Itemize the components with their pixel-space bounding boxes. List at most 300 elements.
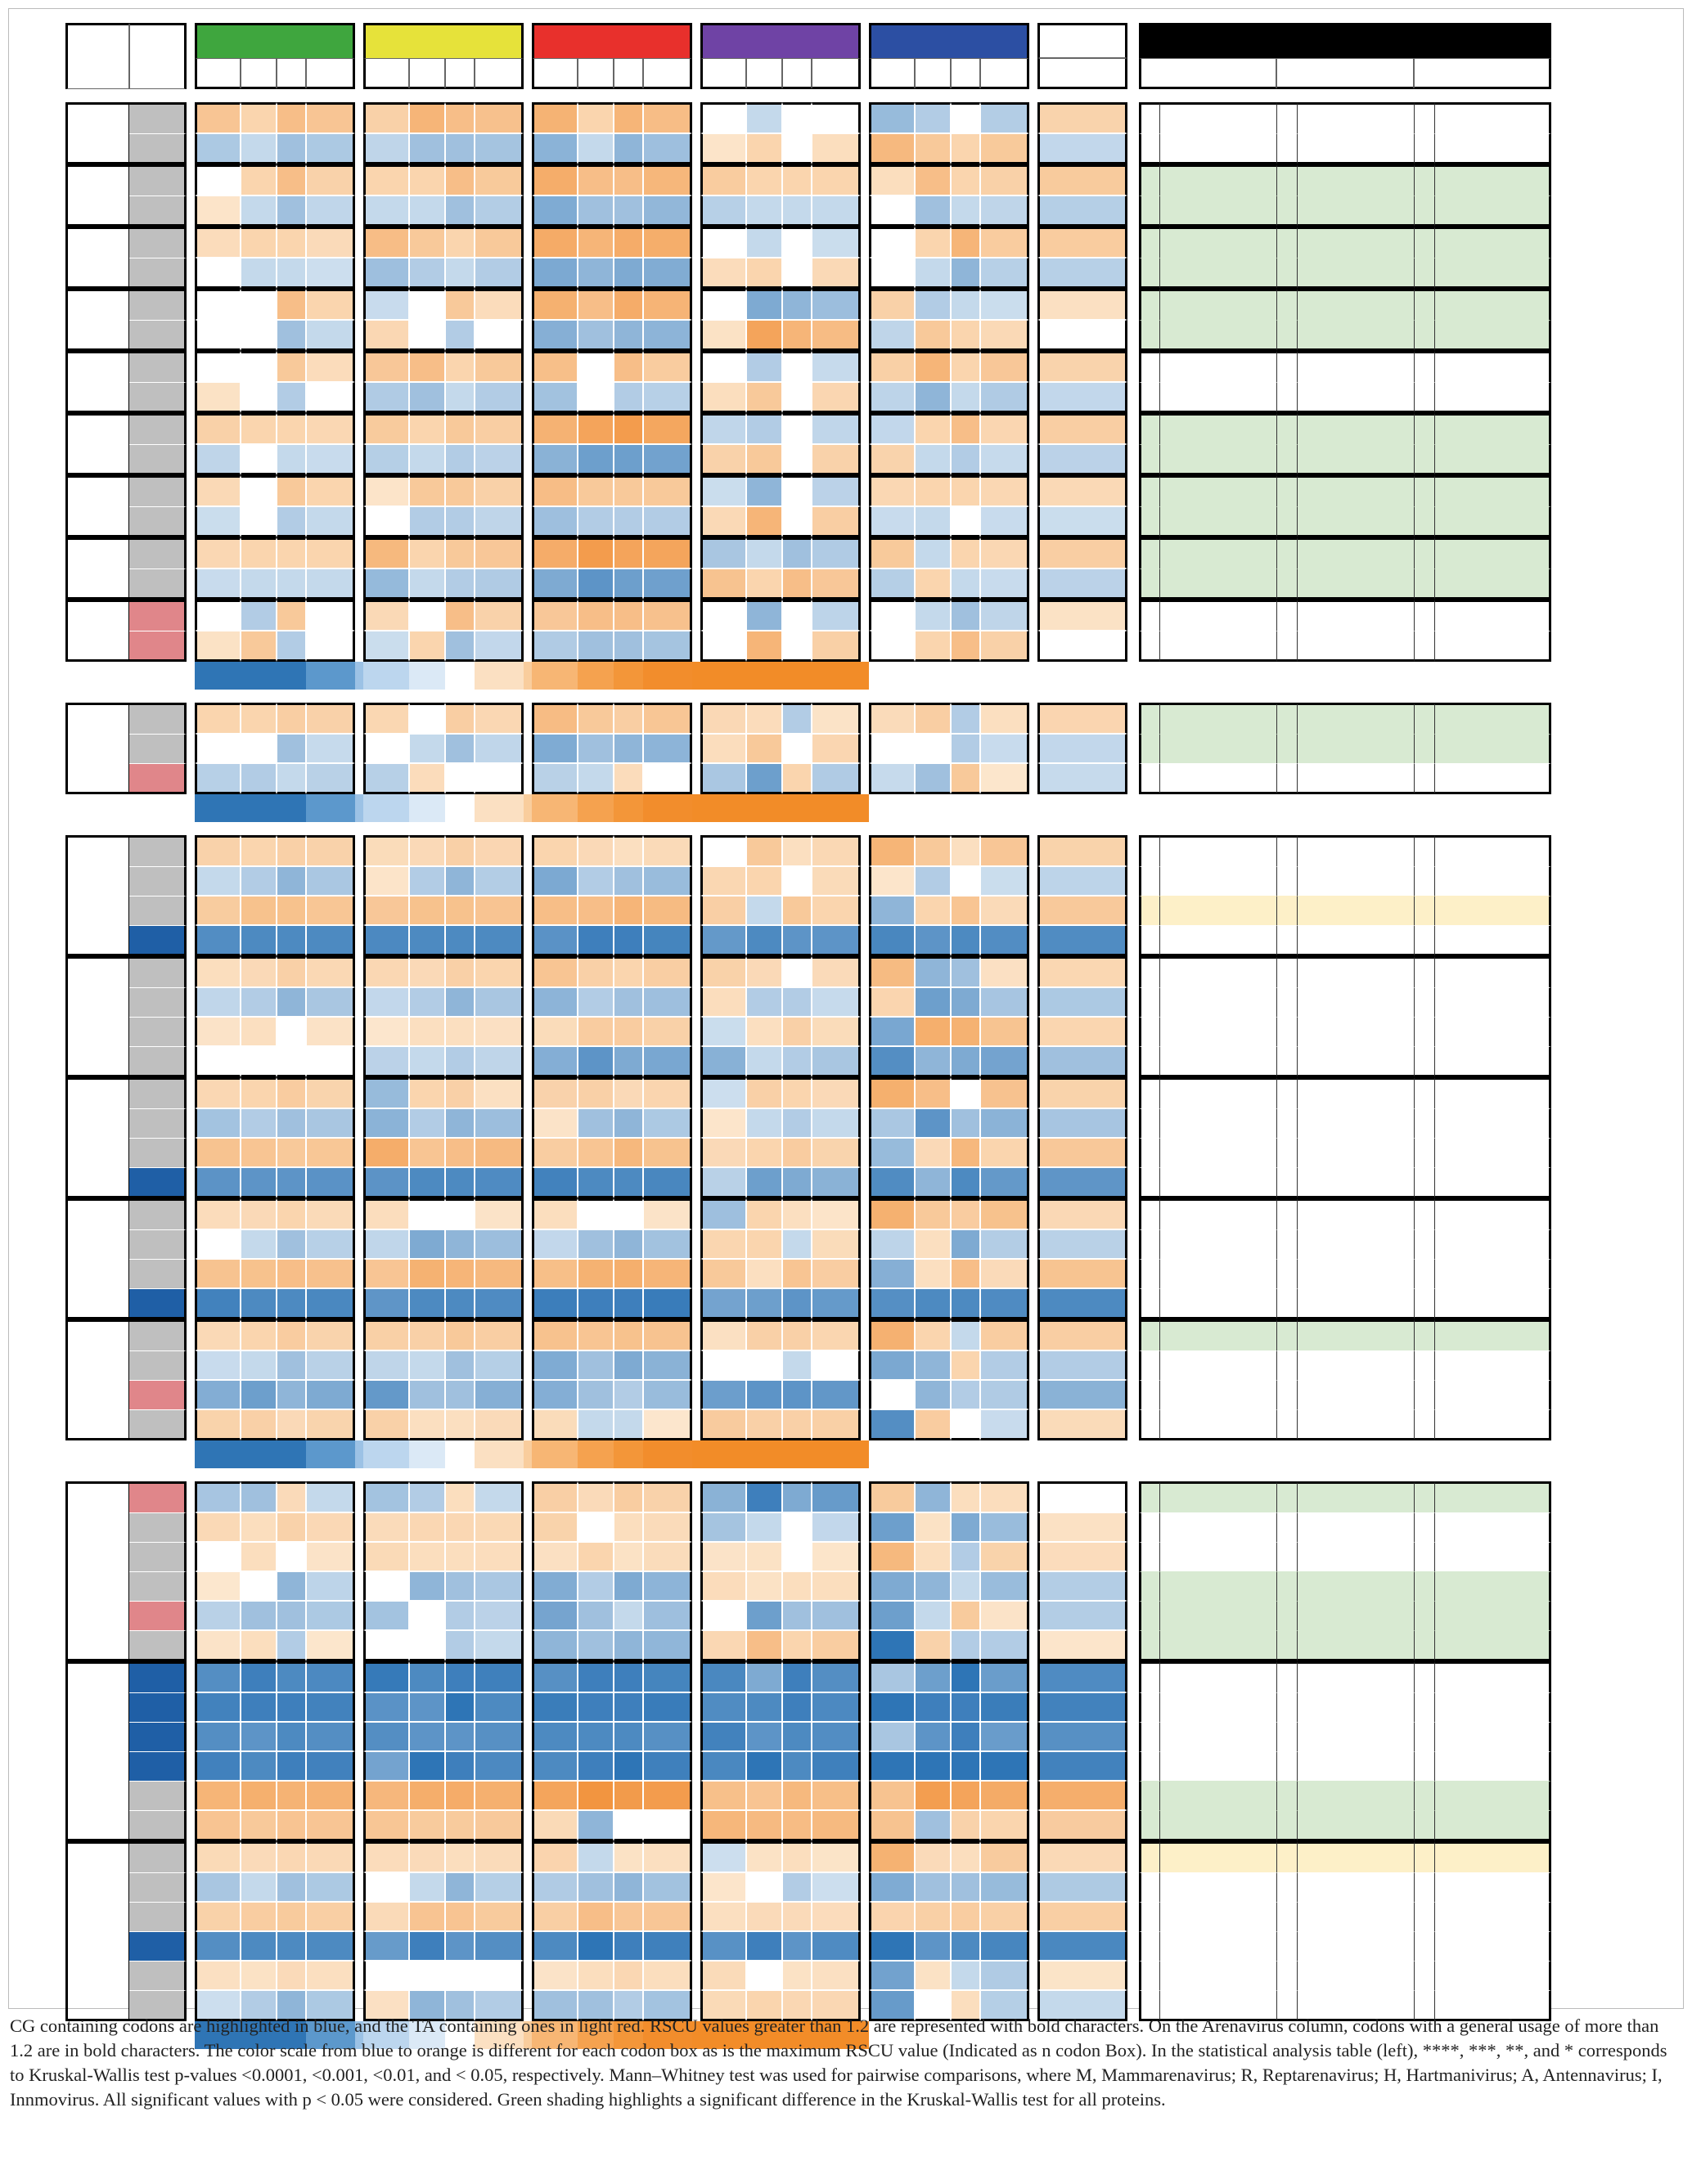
rscu-value (746, 866, 782, 896)
codon-row (65, 925, 1551, 956)
rscu-value (578, 631, 614, 662)
arenavirus-average (1037, 1017, 1127, 1046)
gap-cell (692, 568, 700, 600)
rscu-value (614, 1722, 643, 1751)
rscu-value (241, 568, 277, 600)
rscu-value (578, 475, 614, 506)
rscu-value (980, 866, 1029, 896)
rscu-value (700, 1931, 746, 1961)
gap-cell (1127, 1601, 1139, 1630)
rscu-value (812, 956, 861, 987)
gap-cell (355, 506, 363, 537)
rscu-value (306, 1350, 355, 1380)
rscu-value (869, 413, 915, 444)
rscu-value (614, 1902, 643, 1931)
rscu-value (241, 1017, 277, 1046)
arenavirus-average (1037, 195, 1127, 227)
rscu-value (306, 1810, 355, 1841)
codon-row (65, 835, 1551, 866)
scale-tick (409, 794, 445, 822)
mann-whitney-pairs (1298, 600, 1414, 631)
rscu-value (746, 1512, 782, 1542)
mann-whitney-pairs (1160, 1350, 1276, 1380)
codon-label (129, 475, 187, 506)
scale-tick (700, 794, 746, 822)
kruskal-wallis-mark (1414, 1167, 1435, 1198)
rscu-value (445, 568, 475, 600)
rscu-value (277, 1781, 306, 1810)
rscu-value (869, 164, 915, 195)
rscu-value (277, 1902, 306, 1931)
rscu-value (195, 195, 241, 227)
rscu-value (614, 320, 643, 351)
rscu-value (306, 227, 355, 258)
kruskal-wallis-mark (1139, 133, 1160, 164)
rscu-value (782, 1841, 812, 1872)
gap-cell (692, 1692, 700, 1722)
rscu-value (951, 1259, 980, 1288)
amino-acid-label (65, 835, 129, 956)
rscu-value (277, 1722, 306, 1751)
rscu-value (643, 1931, 692, 1961)
rscu-value (700, 1198, 746, 1229)
mann-whitney-pairs (1298, 703, 1414, 734)
kruskal-wallis-mark (1414, 1722, 1435, 1751)
rscu-value (241, 1380, 277, 1409)
mann-whitney-pairs (1435, 102, 1551, 133)
rscu-value (746, 227, 782, 258)
rscu-value (915, 133, 951, 164)
gap-cell (861, 568, 869, 600)
rscu-value (409, 1961, 445, 1990)
rscu-value (614, 1571, 643, 1601)
rscu-value (578, 1961, 614, 1990)
amino-acid-header (65, 23, 129, 89)
rscu-value (532, 1481, 578, 1512)
gap-cell (187, 1288, 195, 1319)
rscu-value (241, 763, 277, 794)
rscu-value (241, 866, 277, 896)
gap-cell (1127, 600, 1139, 631)
rscu-value (306, 133, 355, 164)
rscu-value (277, 444, 306, 475)
rscu-value (475, 1229, 524, 1259)
arenavirus-average (1037, 956, 1127, 987)
kruskal-wallis-mark (1276, 1380, 1298, 1409)
rscu-value (306, 506, 355, 537)
rscu-value (746, 1542, 782, 1571)
rscu-value (915, 1229, 951, 1259)
mann-whitney-pairs (1435, 195, 1551, 227)
codon-label (129, 1380, 187, 1409)
gap-cell (187, 1077, 195, 1108)
rscu-value (532, 1380, 578, 1409)
rscu-value (812, 506, 861, 537)
mann-whitney-pairs (1435, 1692, 1551, 1722)
codon-row (65, 568, 1551, 600)
rscu-value (700, 703, 746, 734)
rscu-value (475, 600, 524, 631)
rscu-value (195, 475, 241, 506)
rscu-value (746, 444, 782, 475)
kruskal-wallis-mark (1276, 1810, 1298, 1841)
subheader-np (241, 58, 277, 89)
mann-whitney-pairs (1298, 1601, 1414, 1630)
gap-cell (1029, 1138, 1037, 1167)
mann-whitney-pairs (1160, 1138, 1276, 1167)
mann-whitney-pairs (1298, 1198, 1414, 1229)
gap-cell (187, 382, 195, 413)
codon-row (65, 1046, 1551, 1077)
rscu-value (277, 1167, 306, 1198)
rscu-value (746, 1781, 782, 1810)
rscu-value (306, 1259, 355, 1288)
rscu-value (195, 1751, 241, 1781)
gap-cell (1127, 896, 1139, 925)
rscu-value (614, 133, 643, 164)
rscu-value (475, 506, 524, 537)
gap-cell (692, 537, 700, 568)
codon-row (65, 1692, 1551, 1722)
rscu-value (782, 444, 812, 475)
kruskal-wallis-mark (1276, 1902, 1298, 1931)
rscu-value (643, 1571, 692, 1601)
rscu-value (643, 444, 692, 475)
amino-acid-label (65, 1661, 129, 1841)
rscu-value (578, 164, 614, 195)
kruskal-wallis-mark (1414, 1810, 1435, 1841)
rscu-value (475, 1961, 524, 1990)
rscu-value (409, 1259, 445, 1288)
rscu-value (700, 631, 746, 662)
rscu-value (277, 1319, 306, 1350)
gap-cell (692, 1167, 700, 1198)
gap-cell (692, 1630, 700, 1661)
kruskal-wallis-mark (1276, 734, 1298, 763)
rscu-value (578, 734, 614, 763)
gap-cell (861, 320, 869, 351)
kruskal-wallis-mark (1139, 382, 1160, 413)
codon-row (65, 1198, 1551, 1229)
rscu-value (475, 1751, 524, 1781)
rscu-value (782, 195, 812, 227)
rscu-value (700, 600, 746, 631)
rscu-value (869, 1571, 915, 1601)
rscu-value (951, 1661, 980, 1692)
rscu-value (951, 568, 980, 600)
rscu-value (643, 631, 692, 662)
codon-row (65, 289, 1551, 320)
mann-whitney-pairs (1160, 1542, 1276, 1571)
gap-cell (1029, 164, 1037, 195)
rscu-value (700, 506, 746, 537)
rscu-value (951, 763, 980, 794)
rscu-value (951, 1077, 980, 1108)
mann-whitney-pairs (1435, 1017, 1551, 1046)
rscu-value (700, 1138, 746, 1167)
mann-whitney-pairs (1160, 956, 1276, 987)
rscu-value (746, 1810, 782, 1841)
rscu-value (532, 925, 578, 956)
kruskal-wallis-mark (1276, 289, 1298, 320)
gap-cell (187, 133, 195, 164)
rscu-value (475, 102, 524, 133)
rscu-value (475, 289, 524, 320)
rscu-value (241, 925, 277, 956)
rscu-value (980, 1350, 1029, 1380)
rscu-value (475, 1380, 524, 1409)
rscu-value (782, 475, 812, 506)
rscu-value (812, 1722, 861, 1751)
not-used-label (195, 662, 277, 690)
mann-whitney-pairs (1298, 227, 1414, 258)
rscu-value (445, 703, 475, 734)
rscu-value (578, 987, 614, 1017)
rscu-value (980, 537, 1029, 568)
arenavirus-average (1037, 1409, 1127, 1440)
arenavirus-average (1037, 631, 1127, 662)
mann-whitney-pairs (1435, 444, 1551, 475)
codon-label (129, 1138, 187, 1167)
rscu-value (980, 1319, 1029, 1350)
rscu-value (915, 289, 951, 320)
rscu-value (409, 1931, 445, 1961)
arenavirus-average (1037, 1722, 1127, 1751)
kruskal-wallis-mark (1276, 1017, 1298, 1046)
codon-label (129, 1077, 187, 1108)
rscu-value (409, 1229, 445, 1259)
gap-cell (187, 444, 195, 475)
gap-cell (692, 835, 700, 866)
rscu-value (812, 475, 861, 506)
rscu-value (915, 734, 951, 763)
gap-cell (524, 987, 532, 1017)
gap-cell (861, 1319, 869, 1350)
rscu-value (614, 1108, 643, 1138)
gap-cell (1127, 195, 1139, 227)
rscu-value (445, 835, 475, 866)
kruskal-wallis-mark (1276, 102, 1298, 133)
rscu-value (614, 1692, 643, 1722)
arenavirus-average (1037, 1542, 1127, 1571)
rscu-value (409, 351, 445, 382)
kruskal-wallis-mark (1276, 1692, 1298, 1722)
rscu-value (578, 1409, 614, 1440)
kruskal-wallis-mark (1139, 537, 1160, 568)
gap-cell (692, 1077, 700, 1108)
rscu-value (277, 896, 306, 925)
rscu-value (614, 866, 643, 896)
rscu-value (812, 1841, 861, 1872)
rscu-value (409, 195, 445, 227)
kruskal-wallis-mark (1276, 896, 1298, 925)
subheader-avg (980, 58, 1029, 89)
rscu-value (306, 1692, 355, 1722)
mann-whitney-pairs (1435, 1138, 1551, 1167)
rscu-value (578, 444, 614, 475)
gap-cell (692, 1872, 700, 1902)
mann-whitney-pairs (1298, 1931, 1414, 1961)
rscu-value (643, 351, 692, 382)
codon-row (65, 631, 1551, 662)
rscu-value (241, 1751, 277, 1781)
rscu-value (475, 1781, 524, 1810)
rscu-value (812, 102, 861, 133)
rscu-value (195, 1229, 241, 1259)
rscu-value (277, 506, 306, 537)
subheader-avg (475, 58, 524, 89)
rscu-value (869, 1259, 915, 1288)
mann-whitney-pairs (1435, 258, 1551, 289)
mann-whitney-pairs (1160, 1692, 1276, 1722)
codon-label (129, 351, 187, 382)
gap-cell (355, 1542, 363, 1571)
rscu-value (409, 896, 445, 925)
rscu-value (915, 1722, 951, 1751)
scale-tick (532, 1440, 578, 1468)
rscu-value (363, 258, 409, 289)
kruskal-wallis-mark (1139, 631, 1160, 662)
mann-whitney-pairs (1160, 164, 1276, 195)
rscu-value (700, 835, 746, 866)
mann-whitney-pairs (1435, 1751, 1551, 1781)
rscu-value (195, 537, 241, 568)
rscu-value (241, 1722, 277, 1751)
rscu-value (869, 1902, 915, 1931)
rscu-value (306, 1198, 355, 1229)
rscu-value (277, 164, 306, 195)
gap-cell (355, 734, 363, 763)
rscu-value (746, 1046, 782, 1077)
gap-cell (1127, 413, 1139, 444)
rscu-value (980, 956, 1029, 987)
rscu-value (445, 1138, 475, 1167)
subheader-avg (812, 58, 861, 89)
rscu-value (980, 1692, 1029, 1722)
rscu-value (409, 1138, 445, 1167)
rscu-value (445, 1319, 475, 1350)
scale-tick (532, 662, 578, 690)
codon-label (129, 1961, 187, 1990)
rscu-value (409, 382, 445, 413)
rscu-value (614, 956, 643, 987)
mann-whitney-pairs (1298, 382, 1414, 413)
rscu-value (869, 703, 915, 734)
kruskal-wallis-mark (1139, 1350, 1160, 1380)
rscu-value (532, 506, 578, 537)
rscu-value (812, 1409, 861, 1440)
kruskal-wallis-mark (1414, 1138, 1435, 1167)
rscu-value (915, 195, 951, 227)
gap-cell (524, 227, 532, 258)
kruskal-wallis-mark (1139, 1781, 1160, 1810)
mann-whitney-pairs (1435, 734, 1551, 763)
rscu-value (614, 102, 643, 133)
gap-cell (524, 1961, 532, 1990)
rscu-value (445, 1810, 475, 1841)
kruskal-wallis-mark (1414, 1512, 1435, 1542)
gap-cell (1127, 734, 1139, 763)
rscu-value (532, 475, 578, 506)
kruskal-wallis-mark (1139, 444, 1160, 475)
rscu-value (812, 763, 861, 794)
rscu-value (746, 1751, 782, 1781)
rscu-value (277, 1409, 306, 1440)
mann-whitney-pairs (1298, 1902, 1414, 1931)
kruskal-wallis-mark (1139, 102, 1160, 133)
scale-tick (306, 662, 355, 690)
codon-label (129, 1841, 187, 1872)
gap-cell (692, 896, 700, 925)
rscu-value (700, 1167, 746, 1198)
mann-whitney-pairs (1298, 195, 1414, 227)
rscu-value (409, 987, 445, 1017)
kruskal-wallis-mark (1414, 1931, 1435, 1961)
rscu-value (277, 195, 306, 227)
rscu-value (782, 1259, 812, 1288)
rscu-value (643, 1319, 692, 1350)
rscu-value (445, 351, 475, 382)
codon-row (65, 258, 1551, 289)
rscu-value (578, 866, 614, 896)
kruskal-wallis-mark (1414, 102, 1435, 133)
rscu-value (700, 258, 746, 289)
rscu-value (980, 1409, 1029, 1440)
rscu-value (951, 195, 980, 227)
rscu-value (195, 925, 241, 956)
mann-whitney-pairs (1298, 164, 1414, 195)
mann-whitney-pairs (1298, 763, 1414, 794)
gap-cell (355, 413, 363, 444)
kruskal-wallis-mark (1276, 1781, 1298, 1810)
rscu-value (277, 1108, 306, 1138)
codon-label (129, 1229, 187, 1259)
rscu-value (614, 835, 643, 866)
rscu-value (951, 1931, 980, 1961)
codon-label (129, 1902, 187, 1931)
rscu-value (445, 631, 475, 662)
rscu-value (578, 1108, 614, 1138)
subheader-gpc (700, 58, 746, 89)
gap-cell (524, 1108, 532, 1138)
arenavirus-average (1037, 1198, 1127, 1229)
rscu-value (475, 1077, 524, 1108)
mann-whitney-pairs (1435, 763, 1551, 794)
rscu-value (578, 1661, 614, 1692)
rscu-value (195, 1571, 241, 1601)
mann-whitney-pairs (1298, 1722, 1414, 1751)
gap-cell (187, 23, 195, 58)
mann-whitney-pairs (1435, 1167, 1551, 1198)
rscu-value (980, 506, 1029, 537)
mann-whitney-pairs (1298, 896, 1414, 925)
rscu-value (277, 734, 306, 763)
mann-whitney-pairs (1160, 896, 1276, 925)
genus-header-mammarenavirus (195, 23, 355, 58)
rscu-value (700, 866, 746, 896)
rscu-value (812, 1751, 861, 1781)
rscu-value (445, 102, 475, 133)
rscu-value (746, 1961, 782, 1990)
kruskal-wallis-mark (1276, 1872, 1298, 1902)
rscu-value (643, 227, 692, 258)
rscu-value (306, 195, 355, 227)
rscu-value (746, 1380, 782, 1409)
rscu-value (409, 1512, 445, 1542)
rscu-value (277, 866, 306, 896)
kruskal-wallis-mark (1414, 475, 1435, 506)
rscu-value (409, 289, 445, 320)
